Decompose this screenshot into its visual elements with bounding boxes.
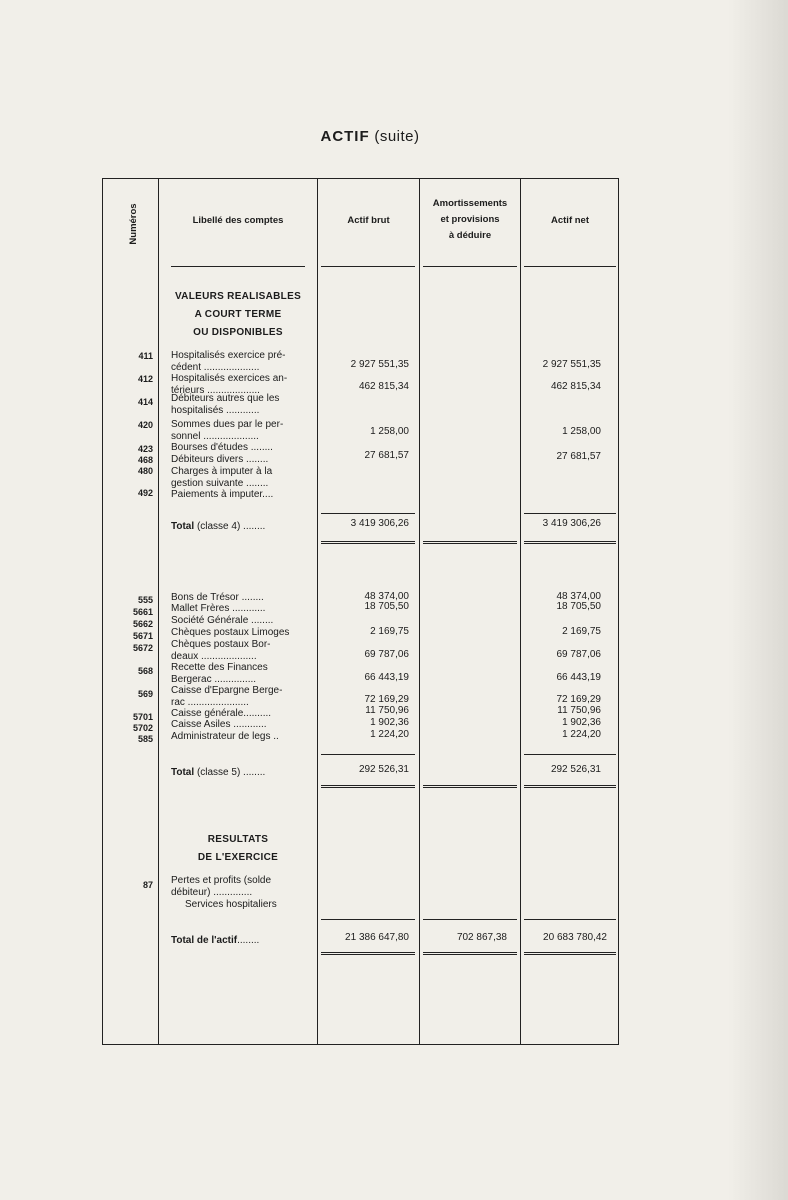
title-actif: ACTIF xyxy=(320,128,370,145)
page-title xyxy=(0,128,740,145)
account-label: Bourses d'études ........ xyxy=(171,442,273,453)
header-amort-line-3: à déduire xyxy=(448,230,492,241)
actif-net-value: 2 169,75 xyxy=(562,626,601,637)
header-libelle: Libellé des comptes xyxy=(192,215,284,226)
actif-brut-value: 11 750,96 xyxy=(365,705,409,716)
actif-brut-value: 18 705,50 xyxy=(364,601,409,612)
account-number: 569 xyxy=(137,689,153,699)
sum-rule xyxy=(423,919,517,920)
sum-rule xyxy=(321,754,415,755)
account-number: 5672 xyxy=(132,643,153,653)
rule-col-3 xyxy=(419,179,420,1044)
account-label: Hospitalisés exercices an- térieurs ................... xyxy=(171,373,288,396)
actif-brut-value: 1 224,20 xyxy=(370,729,409,740)
header-rule-net xyxy=(524,266,616,267)
account-number: 5671 xyxy=(132,631,153,641)
account-number: 87 xyxy=(142,880,153,890)
actif-net-value: 48 374,00 xyxy=(556,591,601,602)
section-line-3: OU DISPONIBLES xyxy=(193,327,283,338)
grand-total-double-rule xyxy=(321,952,415,955)
total-double-rule xyxy=(524,541,616,544)
account-label: Débiteurs autres que les hospitalisés ............ xyxy=(171,393,280,416)
header-amort-line-2: et provisions xyxy=(440,214,500,225)
account-number: 492 xyxy=(137,488,153,498)
account-number: 5702 xyxy=(132,723,153,733)
title-suite: (suite) xyxy=(374,128,420,145)
total-class-5-net: 292 526,31 xyxy=(550,764,601,775)
sum-rule xyxy=(321,513,415,514)
sum-rule xyxy=(524,754,616,755)
sum-rule xyxy=(524,919,616,920)
section-heading-valeurs xyxy=(159,288,317,342)
total-double-rule xyxy=(524,785,616,788)
section-line-1: VALEURS REALISABLES xyxy=(174,291,302,302)
account-label: Pertes et profits (solde débiteur) .............. Services hospitaliers xyxy=(171,875,277,910)
account-number: 480 xyxy=(137,466,153,476)
total-double-rule xyxy=(321,785,415,788)
total-class-5-brut: 292 526,31 xyxy=(358,764,409,775)
actif-brut-value: 1 902,36 xyxy=(370,717,409,728)
actif-net-value: 2 927 551,35 xyxy=(542,359,601,370)
total-class-4-brut: 3 419 306,26 xyxy=(350,518,409,529)
actif-net-value: 72 169,29 xyxy=(556,694,601,705)
actif-brut-value: 2 927 551,35 xyxy=(350,359,409,370)
account-label: Recette des Finances Bergerac ............... xyxy=(171,662,268,685)
page-edge-shadow xyxy=(728,0,788,1200)
actif-brut-value: 2 169,75 xyxy=(370,626,409,637)
header-numeros: Numéros xyxy=(128,203,139,245)
account-label: Caisse d'Epargne Berge- rac ...................... xyxy=(171,685,283,708)
header-actif-brut: Actif brut xyxy=(347,215,390,226)
actif-net-value: 1 902,36 xyxy=(562,717,601,728)
account-number: 423 xyxy=(137,444,153,454)
account-number: 414 xyxy=(137,397,153,407)
account-label: Hospitalisés exercice pré- cédent .................... xyxy=(171,350,286,373)
grand-total-amort: 702 867,38 xyxy=(456,932,507,943)
grand-total-net: 20 683 780,42 xyxy=(543,932,607,943)
total-double-rule xyxy=(423,541,517,544)
total-class-5-label: Total (classe 5) ........ xyxy=(171,767,266,778)
account-number: 5661 xyxy=(132,607,153,617)
actif-net-value: 1 258,00 xyxy=(562,426,601,437)
account-label: Caisse générale.......... xyxy=(171,708,272,719)
actif-brut-value: 72 169,29 xyxy=(364,694,409,705)
actif-net-value: 11 750,96 xyxy=(557,705,601,716)
account-number: 411 xyxy=(138,351,153,361)
section-heading-resultats xyxy=(159,831,317,867)
grand-total-label: Total de l'actif........ xyxy=(171,935,260,946)
account-number: 412 xyxy=(137,374,153,384)
account-label: Administrateur de legs .. xyxy=(171,731,279,742)
header-amortissements xyxy=(420,196,520,244)
sum-rule xyxy=(524,513,616,514)
grand-total-brut: 21 386 647,80 xyxy=(345,932,409,943)
actif-brut-value: 1 258,00 xyxy=(370,426,409,437)
actif-net-value: 27 681,57 xyxy=(556,451,601,462)
actif-brut-value: 48 374,00 xyxy=(364,591,409,602)
header-rule-amort xyxy=(423,266,517,267)
account-label: Chèques postaux Bor- deaux .................... xyxy=(171,639,271,662)
account-number: 5701 xyxy=(132,712,153,722)
actif-brut-value: 69 787,06 xyxy=(364,649,409,660)
actif-brut-value: 66 443,19 xyxy=(364,672,409,683)
account-label: Sommes dues par le per- sonnel .................... xyxy=(171,419,284,442)
total-double-rule xyxy=(423,785,517,788)
account-label: Caisse Asiles ............ xyxy=(171,719,267,730)
grand-total-double-rule xyxy=(524,952,616,955)
actif-net-value: 66 443,19 xyxy=(556,672,601,683)
header-rule-libelle xyxy=(171,266,305,267)
account-label: Paiements à imputer.... xyxy=(171,489,274,500)
account-label: Bons de Trésor ........ xyxy=(171,592,264,603)
account-number: 568 xyxy=(137,666,153,676)
actif-net-value: 18 705,50 xyxy=(556,601,601,612)
grand-total-double-rule xyxy=(423,952,517,955)
total-double-rule xyxy=(321,541,415,544)
account-number: 585 xyxy=(137,734,153,744)
header-actif-net: Actif net xyxy=(551,215,589,226)
sum-rule xyxy=(321,919,415,920)
account-number: 468 xyxy=(137,455,153,465)
account-label: Charges à imputer à la gestion suivante ........ xyxy=(171,466,273,489)
account-label: Société Générale ........ xyxy=(171,615,274,626)
actif-brut-value: 462 815,34 xyxy=(358,381,409,392)
balance-sheet-table xyxy=(102,178,619,1045)
total-class-4-net: 3 419 306,26 xyxy=(542,518,601,529)
account-label: Débiteurs divers ........ xyxy=(171,454,269,465)
section-line-2: DE L'EXERCICE xyxy=(197,852,279,863)
header-rule-brut xyxy=(321,266,415,267)
header-amort-line-1: Amortissements xyxy=(432,198,508,209)
account-label: Mallet Frères ............ xyxy=(171,603,266,614)
account-number: 5662 xyxy=(132,619,153,629)
section-line-1: RESULTATS xyxy=(207,834,269,845)
actif-net-value: 1 224,20 xyxy=(562,729,601,740)
account-label: Chèques postaux Limoges xyxy=(171,627,290,638)
account-number: 420 xyxy=(137,420,153,430)
section-line-2: A COURT TERME xyxy=(194,309,282,320)
account-number: 555 xyxy=(137,595,153,605)
total-class-4-label: Total (classe 4) ........ xyxy=(171,521,266,532)
actif-brut-value: 27 681,57 xyxy=(364,450,409,461)
actif-net-value: 462 815,34 xyxy=(550,381,601,392)
actif-net-value: 69 787,06 xyxy=(556,649,601,660)
